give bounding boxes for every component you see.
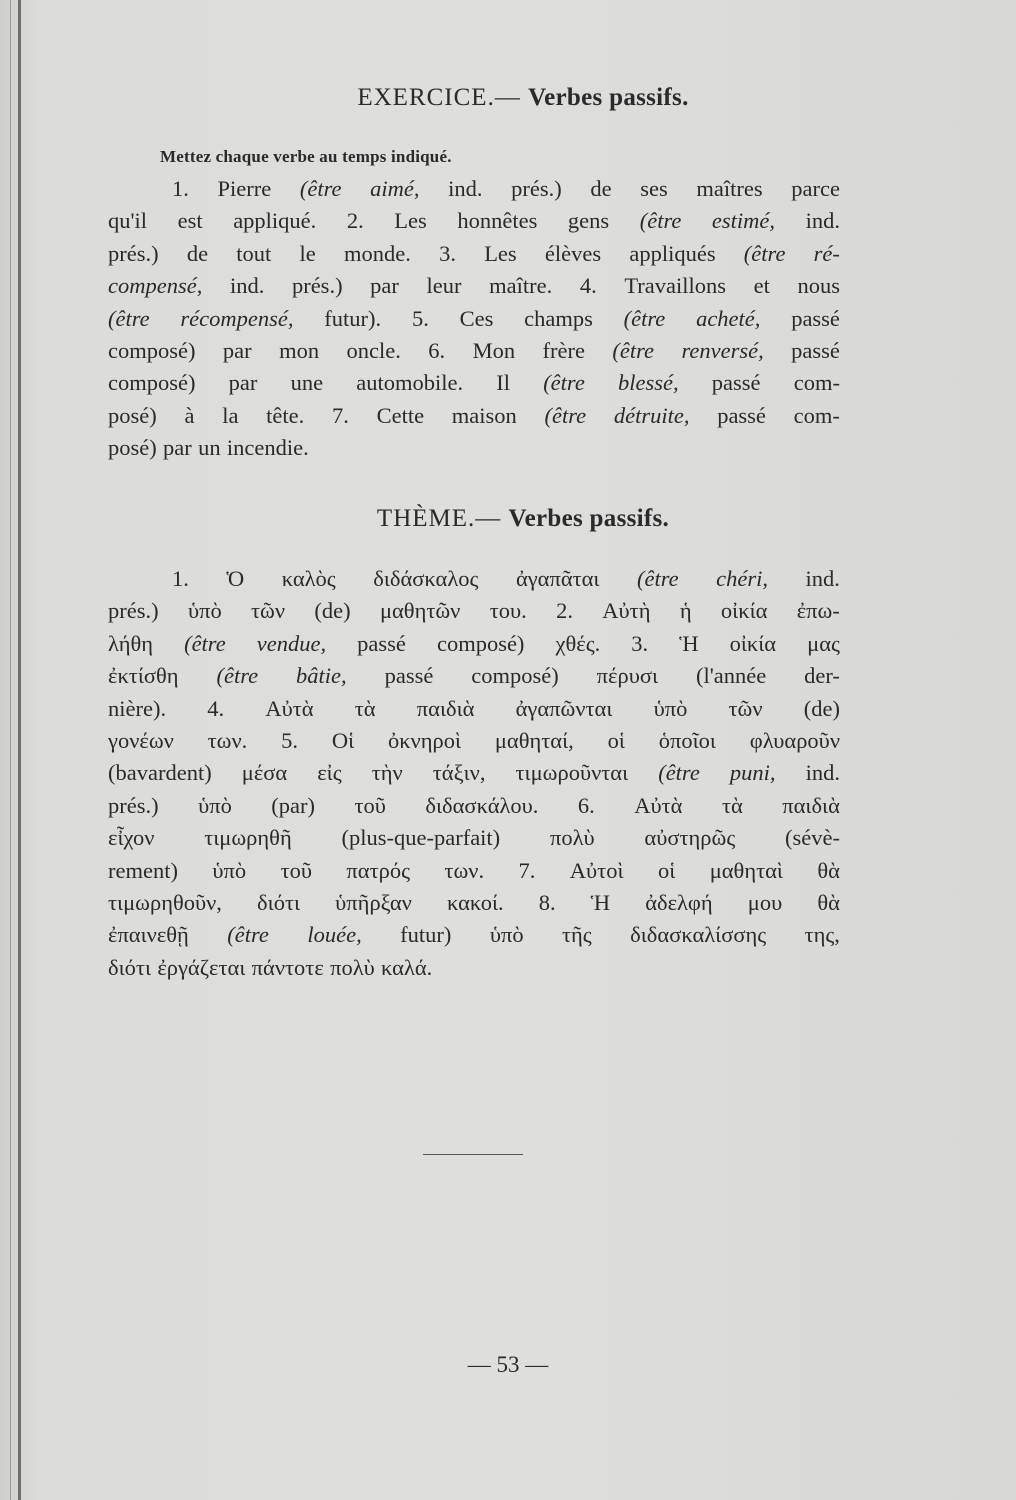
- word: οἱ: [607, 727, 625, 753]
- word: των.: [207, 727, 248, 753]
- word: Cette: [376, 402, 425, 428]
- word: champs: [524, 305, 593, 331]
- word: Mon: [472, 337, 516, 363]
- word: τιμωρηθῆ: [204, 825, 292, 851]
- word: com-: [793, 402, 840, 428]
- word: ὑπὸ: [187, 598, 222, 624]
- word: οἰκία: [720, 598, 768, 624]
- word: Il: [496, 370, 511, 396]
- italic-word: (être: [637, 566, 679, 591]
- word: ὁποῖοι: [658, 727, 716, 753]
- word: γονέων: [108, 727, 174, 753]
- italic-word: puni,: [729, 760, 776, 786]
- word: prés.): [108, 792, 159, 818]
- word: ἀδελφή: [645, 889, 713, 915]
- word: passé: [357, 630, 406, 656]
- word: (de): [803, 695, 840, 721]
- exercise-line: [108, 400, 840, 432]
- theme-body: [108, 563, 840, 984]
- word: ind.: [448, 176, 483, 201]
- word: μαθηταὶ: [709, 857, 783, 883]
- word: τιμωρηθοῦν,: [108, 889, 222, 915]
- word: Αὐτὴ: [602, 598, 651, 624]
- word: com-: [793, 370, 840, 396]
- word: πέρυσι: [596, 663, 659, 689]
- word: εἶχον: [108, 825, 155, 851]
- word: καλὸς: [281, 566, 336, 591]
- word: 3.: [631, 630, 649, 656]
- theme-line: [108, 887, 840, 919]
- word: τῶν: [728, 695, 763, 721]
- word: prés.): [291, 273, 343, 299]
- word: Les: [394, 208, 427, 234]
- word: τὰ: [354, 695, 376, 721]
- word: Les: [484, 240, 517, 266]
- italic-word: (être: [543, 370, 585, 396]
- italic-word: récompensé,: [180, 305, 294, 331]
- word: parce: [791, 176, 840, 201]
- word: ἐπαινεθῇ: [108, 922, 189, 948]
- italic-word: aimé,: [370, 176, 420, 201]
- word: une: [290, 370, 324, 396]
- word: rement): [108, 857, 178, 883]
- word: à: [184, 402, 195, 428]
- word: automobile.: [356, 370, 464, 396]
- word: (sévè-: [785, 825, 840, 851]
- word: nous: [797, 273, 840, 299]
- exercise-line: [108, 335, 840, 367]
- word: tout: [236, 240, 272, 266]
- exercise-line: [108, 238, 840, 270]
- word: frère: [542, 337, 585, 363]
- word: αὐστηρῶς: [644, 825, 736, 851]
- word: παιδιὰ: [782, 792, 840, 818]
- theme-line: [108, 822, 840, 854]
- theme-line: [108, 628, 840, 660]
- page-number-right-dash: —: [519, 1352, 549, 1377]
- italic-word: (être: [299, 176, 342, 201]
- italic-word: (être: [658, 760, 700, 786]
- word: κακοί.: [446, 889, 504, 915]
- word: 5.: [411, 305, 429, 331]
- word: ses: [640, 176, 668, 201]
- word: μας: [807, 630, 840, 656]
- word: futur): [400, 922, 452, 948]
- word: ἀγαπᾶται: [515, 566, 600, 591]
- word: Ἡ: [679, 630, 699, 656]
- word: πάντοτε: [251, 954, 324, 980]
- word: monde.: [344, 240, 411, 266]
- word: ind.: [805, 208, 840, 234]
- theme-line: [108, 855, 840, 887]
- word: maître.: [489, 273, 553, 299]
- word: θὰ: [817, 889, 840, 915]
- theme-line: [108, 563, 840, 595]
- word: τὴν: [371, 760, 403, 786]
- italic-word: bâtie,: [296, 663, 347, 689]
- exercise-instruction: Mettez chaque verbe au temps indiqué.: [160, 147, 452, 166]
- word: maîtres: [696, 176, 763, 201]
- italic-word: détruite,: [613, 402, 690, 428]
- word: passé: [384, 663, 434, 689]
- word: ind.: [805, 760, 840, 786]
- theme-line: [108, 919, 840, 951]
- word: μαθηταί,: [494, 727, 574, 753]
- word: 1.: [172, 566, 189, 591]
- exercise-line: [108, 367, 840, 399]
- word: ind.: [805, 566, 840, 591]
- word: composé): [108, 370, 196, 396]
- italic-word: (être: [184, 630, 226, 656]
- word: λήθη: [108, 630, 154, 656]
- word: honnêtes: [457, 208, 538, 234]
- word: θὰ: [817, 857, 840, 883]
- word: μέσα: [241, 760, 288, 786]
- word: de: [186, 240, 209, 266]
- italic-word: estimé,: [711, 208, 776, 234]
- word: prés.): [511, 176, 562, 201]
- page-number-left-dash: —: [467, 1352, 497, 1377]
- italic-word: (être: [108, 305, 150, 331]
- word: et: [753, 273, 770, 299]
- word: καλά.: [381, 954, 433, 980]
- italic-word: (être: [544, 402, 587, 428]
- word: ὑπὸ: [198, 792, 232, 818]
- end-rule: [423, 1154, 523, 1155]
- word: τιμωροῦνται: [515, 760, 629, 786]
- word: (plus-que-parfait): [341, 825, 501, 851]
- word: ἡ: [679, 598, 692, 624]
- word: φλυαροῦν: [749, 727, 840, 753]
- exercise-line: [108, 270, 840, 302]
- word: Ὁ: [226, 566, 245, 591]
- binding-edge: [18, 0, 21, 1500]
- word: posé): [108, 435, 157, 461]
- theme-heading-label: THÈME.—: [376, 505, 509, 532]
- word: οἰκία: [729, 630, 777, 656]
- word: τοῦ: [280, 857, 312, 883]
- word: Αὐτὰ: [265, 695, 314, 721]
- theme-line: [108, 952, 840, 984]
- word: de: [590, 176, 612, 201]
- word: ὑπὸ: [653, 695, 688, 721]
- word: posé): [108, 402, 157, 428]
- word: ἀγαπῶνται: [515, 695, 613, 721]
- word: par: [222, 337, 252, 363]
- word: Αὐτοὶ: [569, 857, 624, 883]
- page-number: [0, 1352, 1016, 1378]
- word: tête.: [266, 402, 305, 428]
- word: πολὺ: [549, 825, 595, 851]
- word: oncle.: [346, 337, 401, 363]
- word: passé: [717, 402, 766, 428]
- word: (par): [271, 792, 316, 818]
- word: ind.: [229, 273, 265, 299]
- word: der-: [804, 663, 840, 689]
- word: Travaillons: [624, 273, 726, 299]
- word: των.: [444, 857, 485, 883]
- italic-word: (être: [639, 208, 682, 234]
- word: τῶν: [251, 598, 286, 624]
- word: mon: [279, 337, 320, 363]
- word: 4.: [207, 695, 225, 721]
- word: τὰ: [721, 792, 743, 818]
- word: composé): [436, 630, 525, 656]
- word: nière).: [108, 695, 167, 721]
- theme-heading: [0, 505, 1016, 533]
- italic-word: (être: [743, 240, 786, 266]
- italic-word: chéri,: [716, 566, 769, 591]
- word: Οἱ: [331, 727, 355, 753]
- word: διότι: [108, 954, 152, 980]
- exercise-body: [108, 173, 840, 465]
- word: 3.: [439, 240, 456, 266]
- word: διδασκάλου.: [425, 792, 539, 818]
- word: χθές.: [555, 630, 601, 656]
- theme-line: [108, 595, 840, 627]
- italic-word: (être: [623, 305, 666, 331]
- word: 7.: [518, 857, 536, 883]
- word: 2.: [556, 598, 573, 624]
- word: maison: [451, 402, 517, 428]
- word: τῆς: [562, 922, 592, 948]
- word: la: [222, 402, 239, 428]
- italic-word: vendue,: [256, 630, 327, 656]
- word: ὀκνηροὶ: [387, 727, 462, 753]
- word: πολὺ: [330, 954, 375, 980]
- word: 6.: [577, 792, 595, 818]
- italic-word: louée,: [307, 922, 362, 948]
- word: est: [177, 208, 203, 234]
- word: Ἡ: [590, 889, 611, 915]
- word: 2.: [346, 208, 364, 234]
- word: (l'année: [695, 663, 767, 689]
- theme-line: [108, 757, 840, 789]
- word: leur: [426, 273, 462, 299]
- word: της,: [804, 922, 840, 948]
- word: ἐργάζεται: [157, 954, 246, 980]
- word: 1.: [172, 176, 189, 201]
- word: μου: [747, 889, 783, 915]
- word: Αὐτὰ: [634, 792, 683, 818]
- word: passé: [791, 305, 840, 331]
- word: 6.: [428, 337, 446, 363]
- word: μαθητῶν: [379, 598, 461, 624]
- word: ὑπὸ: [489, 922, 524, 948]
- word: ἐπω-: [796, 598, 840, 624]
- word: passé: [791, 337, 840, 363]
- word: ἐκτίσθη: [108, 663, 179, 689]
- word: διδάσκαλος: [373, 566, 479, 591]
- word: par: [370, 273, 399, 299]
- word: τάξιν,: [432, 760, 486, 786]
- theme-line: [108, 693, 840, 725]
- italic-word: ré-: [813, 240, 840, 266]
- word: 5.: [281, 727, 298, 753]
- word: qu'il: [108, 208, 148, 234]
- italic-word: (être: [227, 922, 269, 948]
- word: 8.: [538, 889, 556, 915]
- word: appliqués: [629, 240, 716, 266]
- exercise-heading-topic: Verbes passifs.: [528, 84, 689, 111]
- word: Pierre: [217, 176, 272, 201]
- theme-line: [108, 725, 840, 757]
- word: prés.): [108, 598, 159, 624]
- word: par: [163, 435, 192, 461]
- italic-word: (être: [216, 663, 259, 689]
- theme-line: [108, 660, 840, 692]
- word: οἱ: [657, 857, 676, 883]
- italic-word: (être: [612, 337, 655, 363]
- italic-word: acheté,: [696, 305, 761, 331]
- word: le: [299, 240, 316, 266]
- exercise-line: [108, 205, 840, 237]
- word: 4.: [579, 273, 597, 299]
- word: appliqué.: [233, 208, 317, 234]
- word: prés.): [108, 240, 159, 266]
- italic-word: blessé,: [618, 370, 679, 396]
- word: τοῦ: [354, 792, 386, 818]
- theme-heading-topic: Verbes passifs.: [508, 505, 670, 532]
- word: gens: [567, 208, 610, 234]
- word: (bavardent): [108, 760, 212, 786]
- binding-edge-line: [10, 0, 11, 1500]
- word: Ces: [459, 305, 494, 331]
- word: ὑπὸ: [212, 857, 247, 883]
- exercise-line: [108, 303, 840, 335]
- exercise-line: [108, 173, 840, 205]
- word: του.: [489, 598, 527, 624]
- exercise-heading: [0, 84, 1016, 112]
- italic-word: compensé,: [108, 273, 203, 299]
- word: (de): [314, 598, 351, 624]
- word: composé): [471, 663, 559, 689]
- italic-word: renversé,: [681, 337, 764, 363]
- word: ὑπῆρξαν: [335, 889, 412, 915]
- word: παιδιὰ: [416, 695, 475, 721]
- word: un: [198, 435, 221, 461]
- word: διδασκαλίσσης: [630, 922, 767, 948]
- word: εἰς: [317, 760, 342, 786]
- word: 7.: [331, 402, 349, 428]
- word: composé): [108, 337, 196, 363]
- word: πατρός: [346, 857, 410, 883]
- word: par: [228, 370, 258, 396]
- word: διότι: [257, 889, 301, 915]
- word: passé: [711, 370, 761, 396]
- exercise-heading-label: EXERCICE.—: [357, 84, 529, 111]
- theme-line: [108, 790, 840, 822]
- word: futur).: [324, 305, 382, 331]
- word: élèves: [544, 240, 602, 266]
- word: incendie.: [226, 435, 309, 461]
- exercise-line: [108, 432, 840, 464]
- page-number-value: 53: [496, 1352, 520, 1377]
